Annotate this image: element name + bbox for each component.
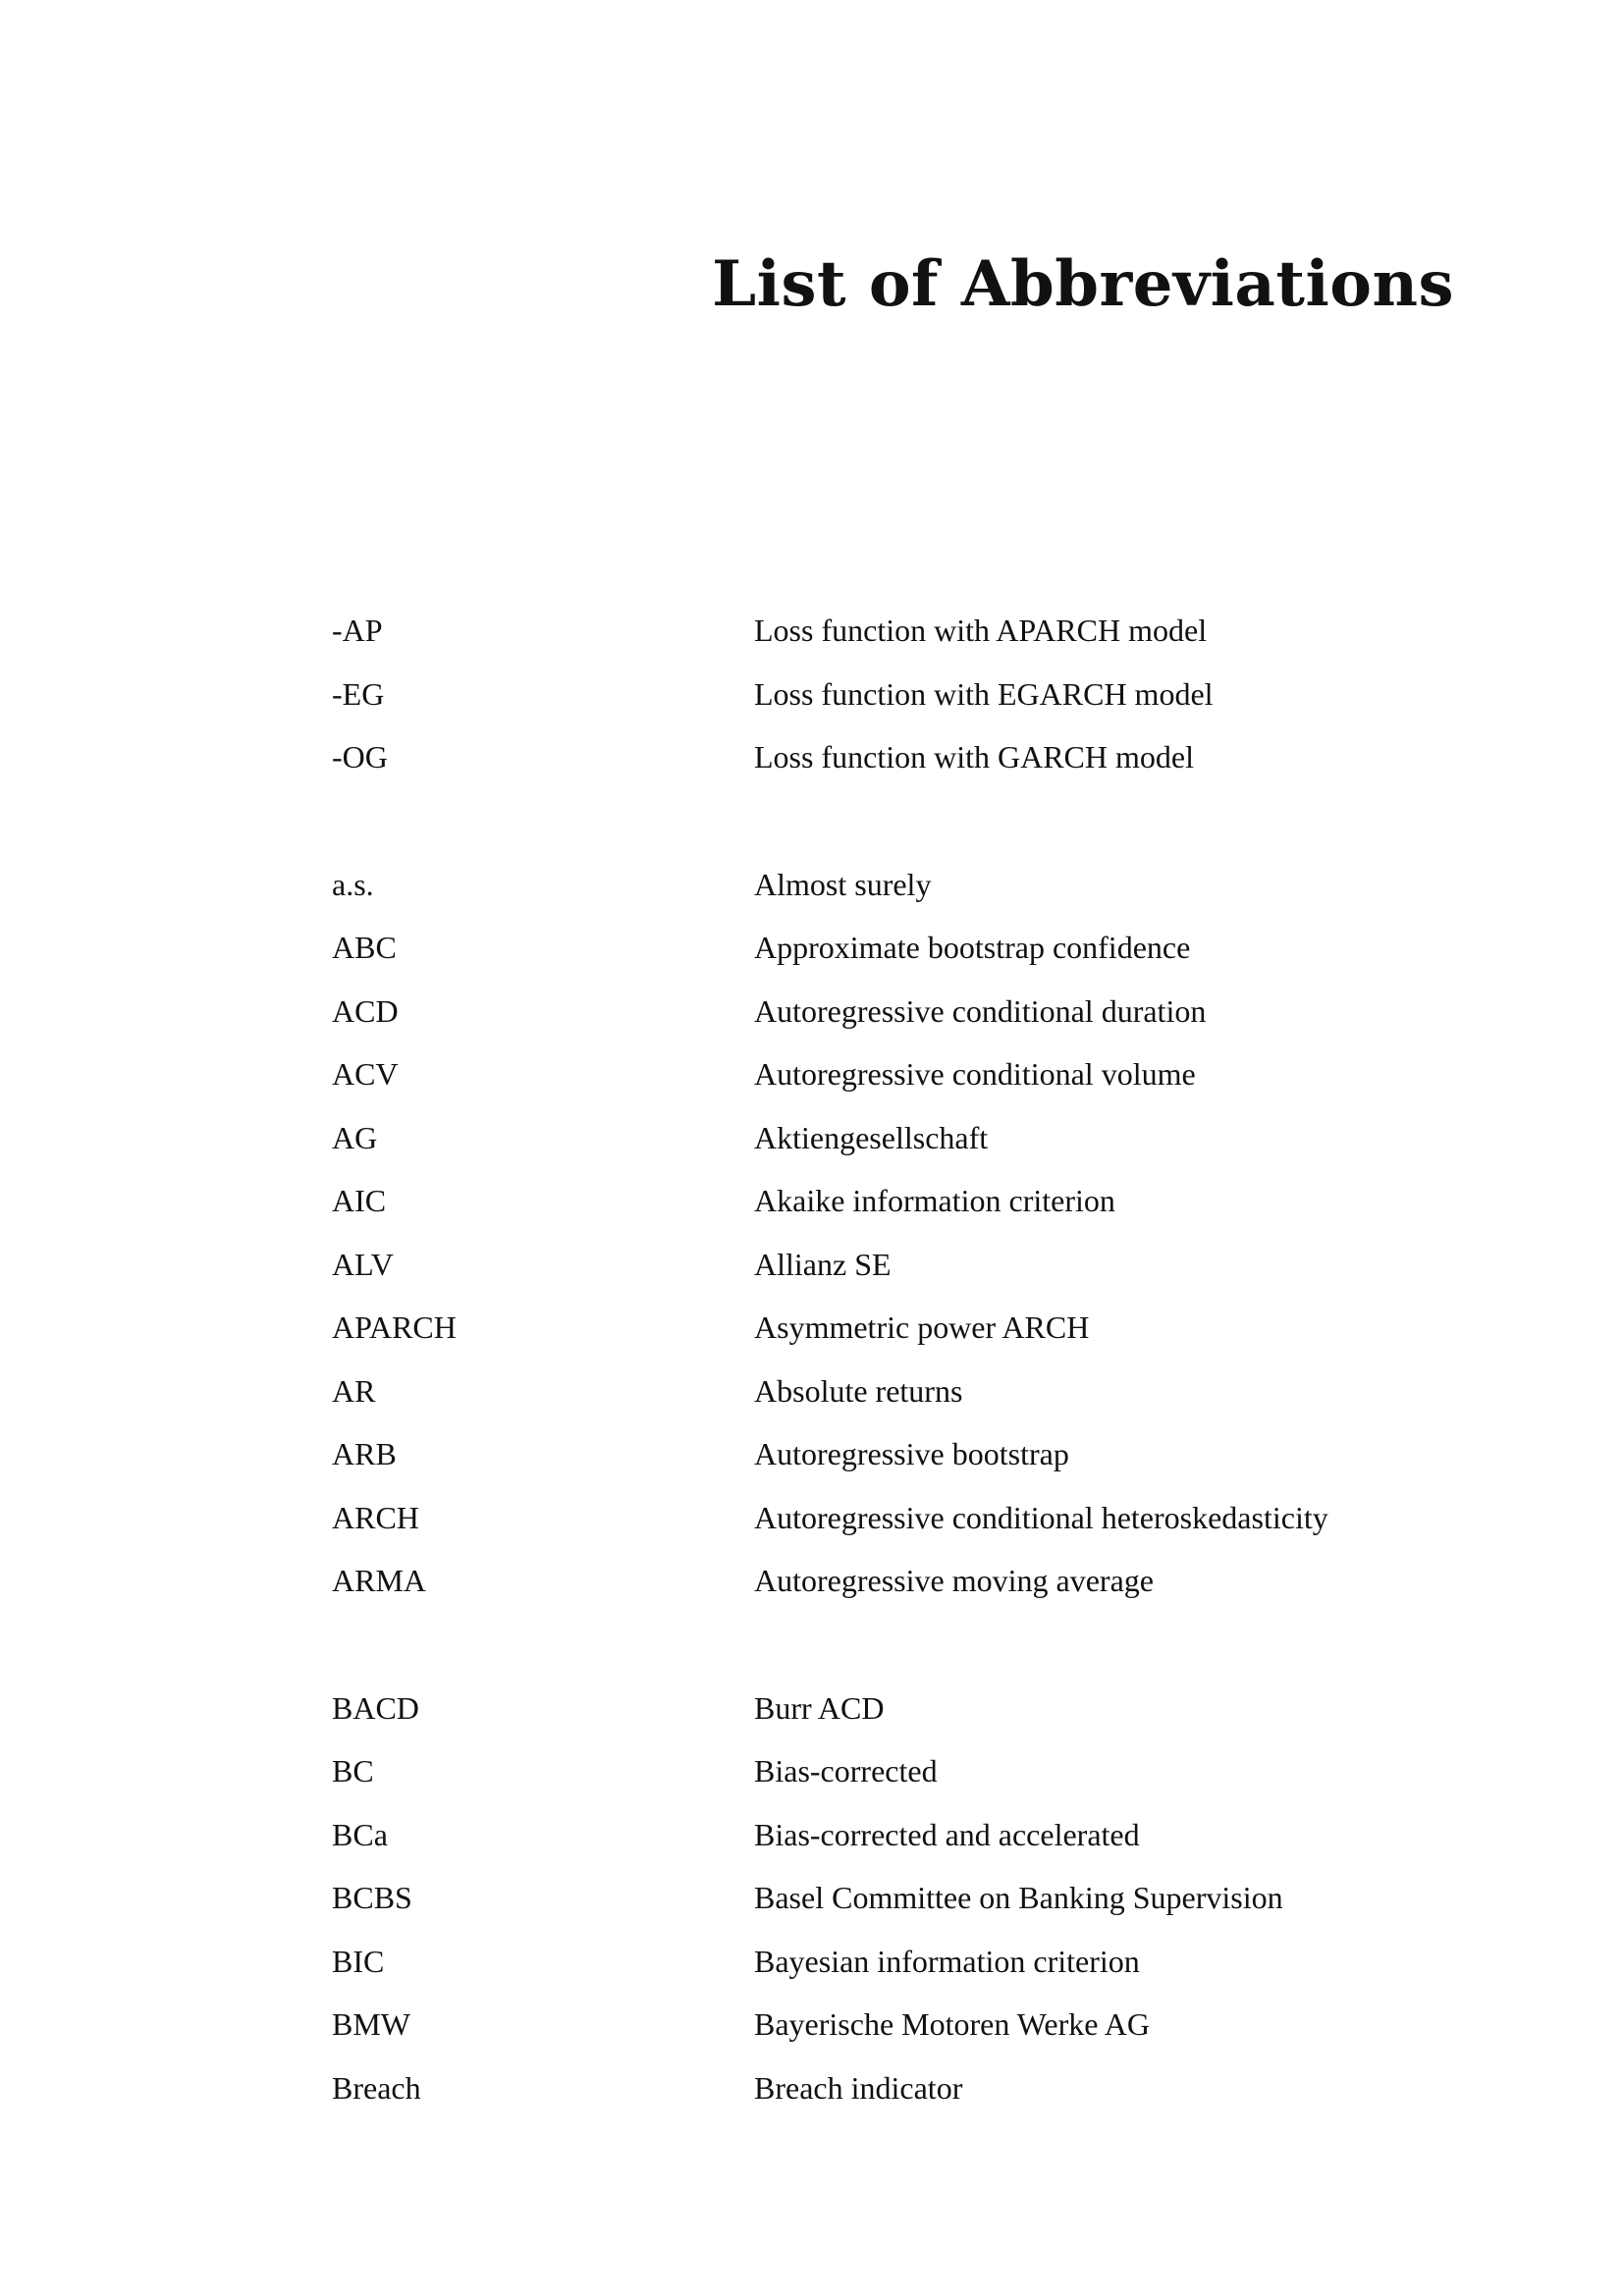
abbreviation-entry (332, 1233, 1461, 1297)
abbreviation-definition: Burr ACD (754, 1689, 885, 1726)
abbreviation-definition: Loss function with GARCH model (754, 739, 1194, 775)
abbreviation-entry (332, 980, 1461, 1043)
abbreviation-definition: Bias-corrected (754, 1753, 938, 1789)
abbreviation-term: ACD (332, 992, 399, 1029)
abbreviation-entry (332, 1993, 1461, 2056)
abbreviation-entry (332, 853, 1461, 917)
abbreviation-definition: Breach indicator (754, 2069, 963, 2106)
abbreviation-term: ALV (332, 1246, 394, 1282)
abbreviation-term: ABC (332, 930, 397, 966)
abbreviation-entry (332, 1422, 1461, 1486)
abbreviation-term: ARB (332, 1436, 397, 1472)
abbreviation-term: BACD (332, 1689, 419, 1726)
abbreviation-definition: Autoregressive conditional duration (754, 992, 1207, 1029)
abbreviation-term: BC (332, 1753, 374, 1789)
abbreviation-term: AR (332, 1372, 376, 1409)
abbreviation-entry (332, 1360, 1461, 1423)
abbreviation-entry (332, 1866, 1461, 1930)
abbreviation-entry (332, 2056, 1461, 2120)
abbreviation-definition: Autoregressive conditional heteroskedasticity (754, 1499, 1328, 1535)
abbreviation-entry (332, 1486, 1461, 1550)
abbreviation-definition: Aktiengesellschaft (754, 1119, 989, 1155)
abbreviation-entry (332, 1677, 1461, 1740)
abbreviation-entry (332, 916, 1461, 980)
abbreviation-entry (332, 663, 1461, 726)
abbreviation-term: a.s. (332, 866, 374, 902)
abbreviation-entry (332, 1930, 1461, 1994)
abbreviation-term: ARCH (332, 1499, 419, 1535)
abbreviation-definition: Autoregressive moving average (754, 1563, 1154, 1599)
abbreviation-list (332, 599, 1461, 2119)
abbreviation-definition: Loss function with APARCH model (754, 613, 1208, 649)
abbreviation-term: ARMA (332, 1563, 427, 1599)
abbreviation-term: APARCH (332, 1309, 457, 1346)
abbreviation-entry (332, 1739, 1461, 1803)
abbreviation-definition: Asymmetric power ARCH (754, 1309, 1090, 1346)
abbreviation-term: -EG (332, 675, 385, 712)
abbreviation-entry (332, 1296, 1461, 1360)
abbreviation-term: BIC (332, 1943, 385, 1979)
abbreviation-definition: Absolute returns (754, 1372, 963, 1409)
abbreviation-term: -OG (332, 739, 388, 775)
abbreviation-term: -AP (332, 613, 383, 649)
abbreviation-entry (332, 1169, 1461, 1233)
page-title: List of Abbreviations (712, 247, 1454, 321)
abbreviation-definition: Loss function with EGARCH model (754, 675, 1214, 712)
abbreviation-entry (332, 599, 1461, 663)
abbreviation-entry (332, 725, 1461, 789)
abbreviation-definition: Akaike information criterion (754, 1183, 1115, 1219)
abbreviation-definition: Bayesian information criterion (754, 1943, 1140, 1979)
abbreviation-term: BMW (332, 2006, 410, 2043)
abbreviation-definition: Basel Committee on Banking Supervision (754, 1880, 1283, 1916)
abbreviation-definition: Allianz SE (754, 1246, 892, 1282)
abbreviation-group-symbols (332, 599, 1461, 789)
abbreviation-entry (332, 1042, 1461, 1106)
abbreviation-definition: Autoregressive bootstrap (754, 1436, 1069, 1472)
abbreviation-definition: Autoregressive conditional volume (754, 1056, 1196, 1093)
abbreviation-definition: Approximate bootstrap confidence (754, 930, 1191, 966)
abbreviation-entry (332, 1549, 1461, 1613)
abbreviation-group-b (332, 1677, 1461, 2120)
abbreviation-term: Breach (332, 2069, 421, 2106)
abbreviation-entry (332, 1106, 1461, 1170)
abbreviation-definition: Bias-corrected and accelerated (754, 1816, 1140, 1852)
abbreviation-definition: Almost surely (754, 866, 932, 902)
abbreviation-term: BCBS (332, 1880, 412, 1916)
abbreviation-term: ACV (332, 1056, 399, 1093)
abbreviation-term: AIC (332, 1183, 387, 1219)
abbreviation-term: AG (332, 1119, 378, 1155)
abbreviation-entry (332, 1803, 1461, 1867)
abbreviation-term: BCa (332, 1816, 388, 1852)
abbreviation-group-a (332, 853, 1461, 1613)
abbreviation-definition: Bayerische Motoren Werke AG (754, 2006, 1150, 2043)
